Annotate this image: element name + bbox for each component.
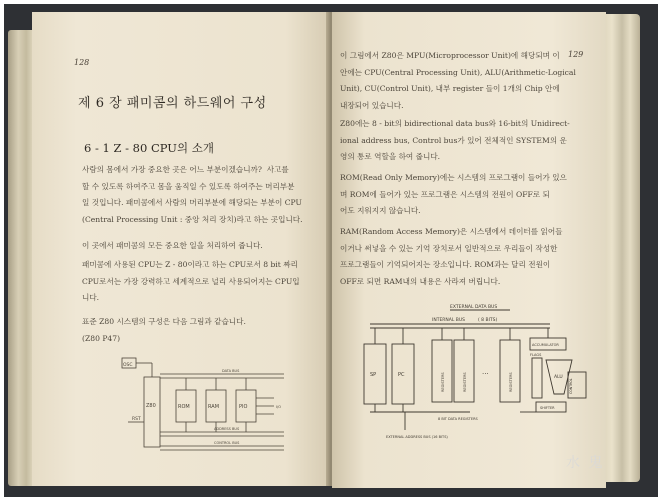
paragraph-1: 사람의 몸에서 가장 중요한 곳은 어느 부분이겠습니까? 사고를 할 수 있도록 하여주고 몸을 움직일 수 있도록 하여주는 머리부분 일 것입니다. 패미콤에서 사람의 머리부분에 해당되는 부분이 CPU (Central Processing Unit : 중앙 처리 장치)라고 하는 곳입니다. (82, 165, 303, 224)
ellipsis-label: ... (482, 368, 489, 376)
io-label: I/O (276, 405, 281, 409)
z80-system-diagram (114, 352, 289, 462)
ram-label: RAM (208, 404, 220, 410)
z80-internal-diagram (350, 302, 590, 462)
accumulator-label: ACCUMULATOR (532, 343, 559, 347)
external-address-bus-label: EXTERNAL ADDRESS BUS (16 BITS) (386, 435, 448, 439)
paragraph-right-4: RAM(Random Access Memory)은 시스템에서 데이터를 읽어들 이거나 써넣을 수 있는 기억 장치로서 일반적으로 우리들이 작성한 프로그램들이 기억되어지는 장소입니다. ROM과는 달리 전원이 OFF로 되면 RAM내의 내용은 사라져 버립니다. (340, 227, 563, 286)
flags-label: FLAGS (530, 353, 542, 357)
registers-label-3: REGISTERS (509, 372, 513, 392)
data-bus-label: DATA BUS (222, 369, 240, 373)
page-stack-left (8, 30, 34, 486)
pio-label: PIO (239, 404, 248, 410)
control-bus-label: CONTROL BUS (214, 441, 240, 445)
paragraph-right-1: 이 그림에서 Z80은 MPU(Microprocessor Unit)에 해당되며 이 안에는 CPU(Central Processing Unit), ALU(Arithmetic-Logical Unit), CU(Control Unit), 내부 register 들이 1개의 Chip 안에 내장되어 있습니다. (340, 51, 576, 110)
shifter-label: SHIFTER (540, 406, 555, 410)
paragraph-2: 이 곳에서 패미콤의 모든 중요한 일을 처리하여 줍니다. (82, 241, 263, 250)
paragraph-3: 패미콤에 사용된 CPU는 Z - 80이라고 하는 CPU로서 8 bit 짜리 CPU로서는 가장 강력하고 세계적으로 널리 사용되어지는 CPU입 니다. (82, 260, 300, 302)
watermark: 水 鬼 (566, 455, 605, 471)
z80-label: Z80 (146, 403, 156, 409)
z80-box (144, 377, 160, 447)
left-page (32, 12, 330, 486)
rom-label: ROM (178, 404, 190, 410)
internal-bus-label: INTERNAL BUS (432, 318, 466, 323)
data-registers-label: 8 BIT DATA REGISTERS (438, 417, 478, 421)
bits8-label: ( 8 BITS) (478, 318, 498, 323)
paragraph-right-3: ROM(Read Only Memory)에는 시스템의 프로그램이 들어가 있으 며 ROM에 들어가 있는 프로그램은 시스템의 전원이 OFF로 되 어도 지워지지 않습니다. (340, 173, 567, 215)
sp-label: SP (370, 372, 377, 378)
paragraph-right-2: Z80에는 8 - bit의 bidirectional data bus와 16-bit의 Unidirect- ional address bus, Control bus가 있어 전체적인 SYSTEM의 운 영의 통로 역할을 하여 줍니다. (340, 119, 570, 161)
address-bus-label: ADDRESS BUS (214, 427, 240, 431)
page-number-left: 128 (74, 58, 90, 67)
registers-label-1: REGISTERS (441, 372, 445, 392)
right-page (332, 12, 606, 488)
external-data-bus-label: EXTERNAL DATA BUS (450, 305, 498, 310)
pc-label: PC (398, 372, 405, 378)
page-number-right: 129 (568, 50, 584, 59)
rst-label: RST (132, 417, 141, 422)
registers-label-2: REGISTERS (463, 372, 467, 392)
alu-label: ALU (554, 375, 563, 380)
osc-label: OSC (123, 363, 133, 368)
page-stack-right (600, 14, 640, 482)
section-title: 6 - 1 Z - 80 CPU의 소개 (84, 141, 214, 155)
control-label: CONTROL (569, 378, 573, 394)
paragraph-4: 표준 Z80 시스템의 구성은 다음 그림과 같습니다. (Z80 P47) (82, 317, 246, 343)
flags-box (532, 358, 542, 398)
chapter-title: 제 6 장 패미콤의 하드웨어 구성 (78, 96, 267, 111)
